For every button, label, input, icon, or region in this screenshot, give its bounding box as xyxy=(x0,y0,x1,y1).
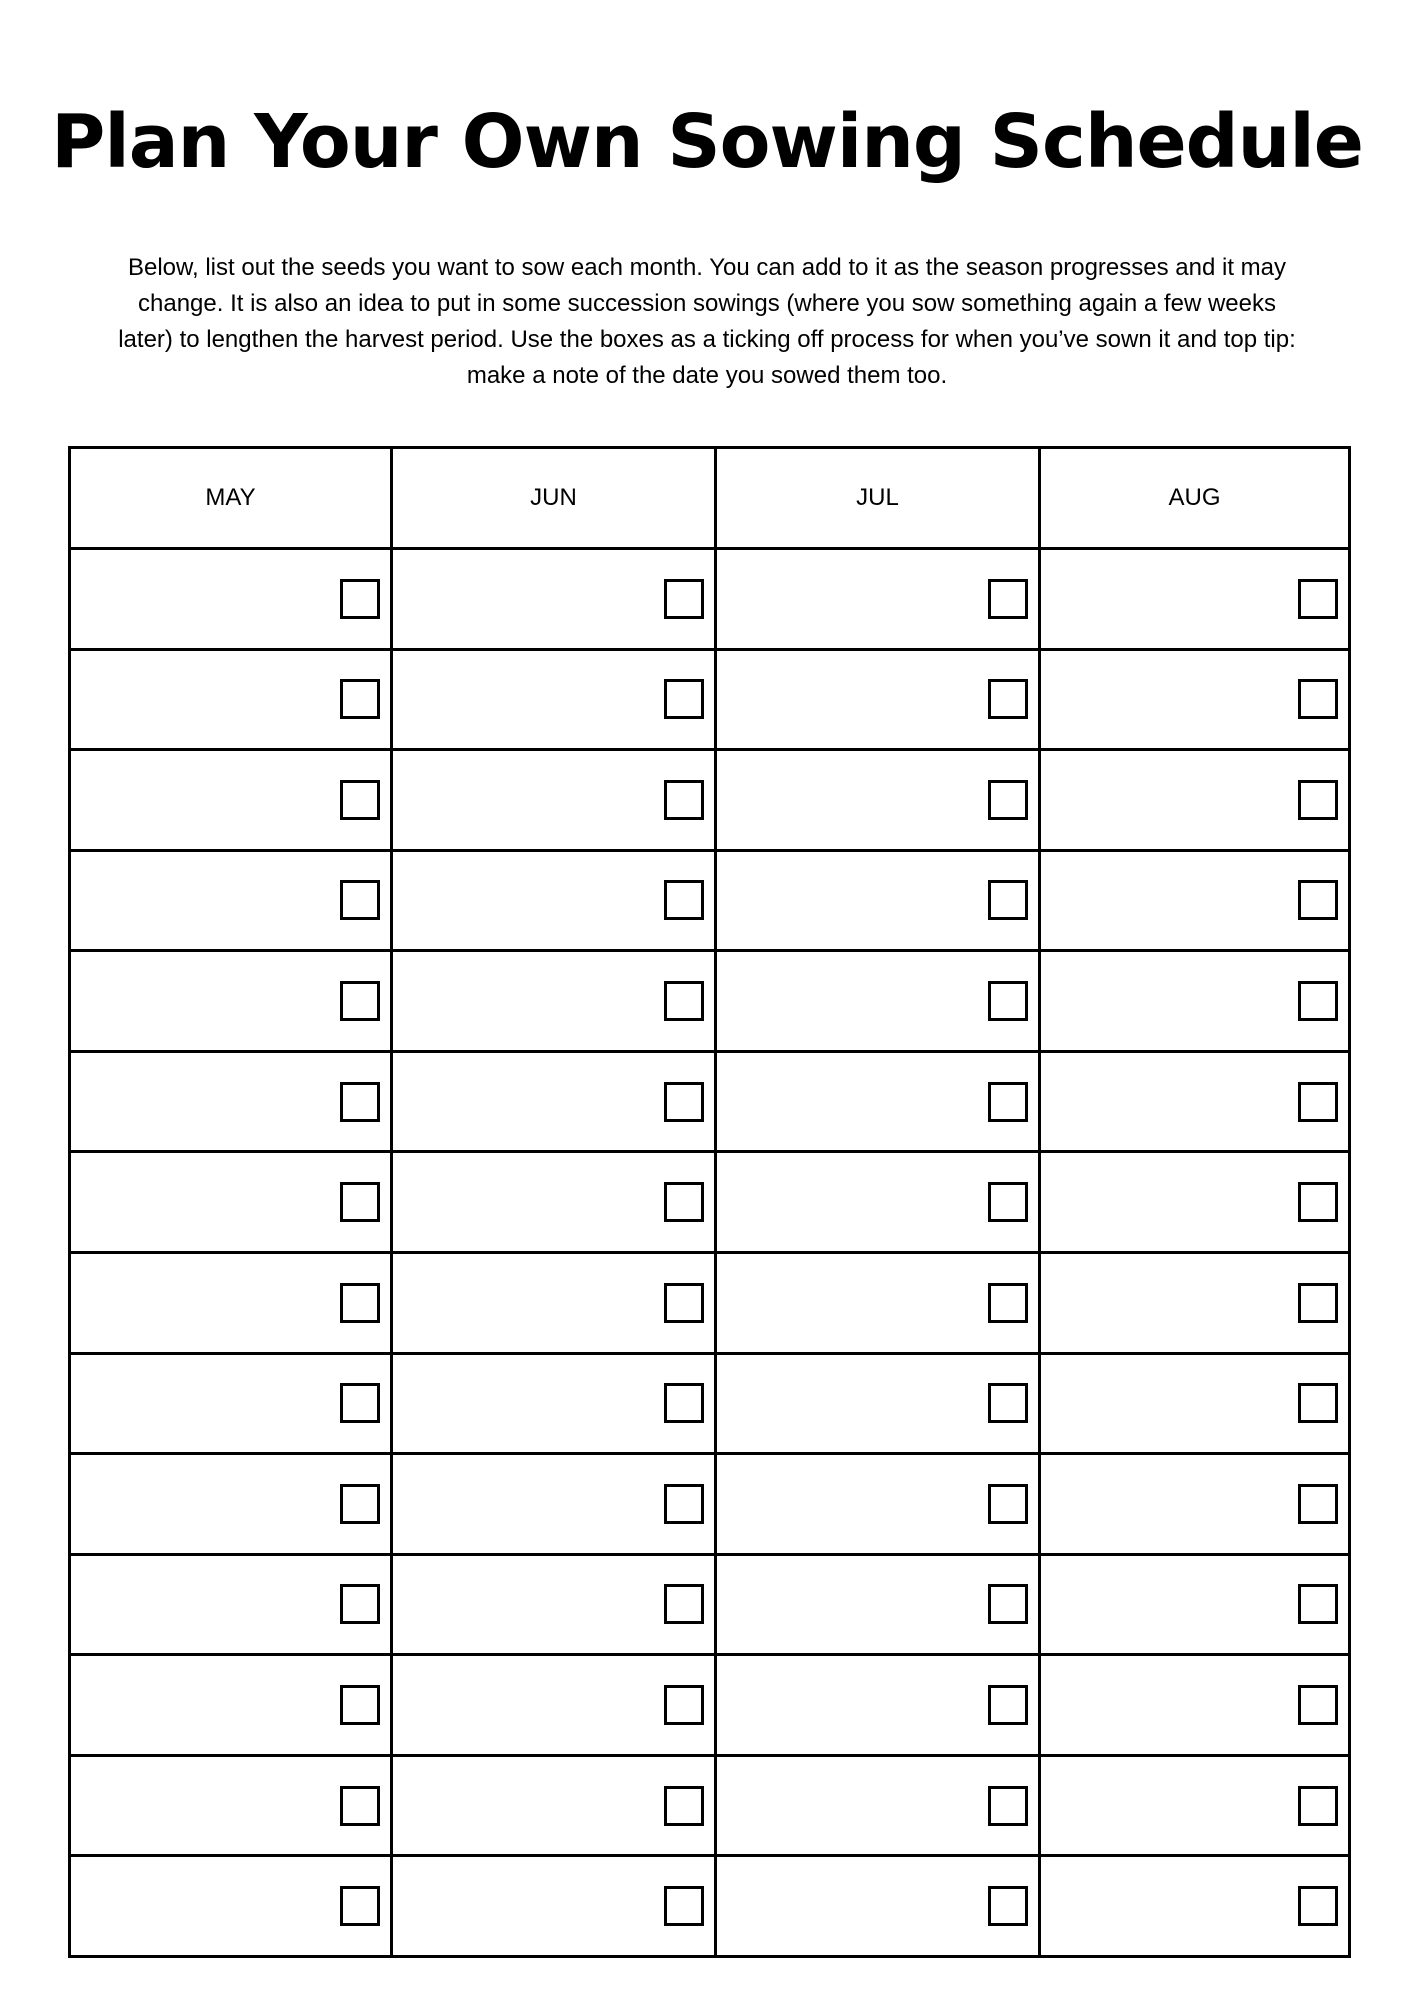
seed-entry-cell-may[interactable] xyxy=(70,951,392,1052)
schedule-row xyxy=(70,549,1350,650)
schedule-row xyxy=(70,1755,1350,1856)
seed-entry-cell-jul[interactable] xyxy=(716,750,1040,851)
sown-checkbox[interactable] xyxy=(664,679,704,719)
schedule-row xyxy=(70,951,1350,1052)
sown-checkbox[interactable] xyxy=(340,1283,380,1323)
sown-checkbox[interactable] xyxy=(988,1182,1028,1222)
sown-checkbox[interactable] xyxy=(340,1886,380,1926)
sown-checkbox[interactable] xyxy=(1298,1383,1338,1423)
seed-entry-cell-aug[interactable] xyxy=(1040,649,1350,750)
sown-checkbox[interactable] xyxy=(988,1383,1028,1423)
schedule-row xyxy=(70,1454,1350,1555)
month-header-jun: JUN xyxy=(392,448,716,549)
seed-entry-cell-jul[interactable] xyxy=(716,1353,1040,1454)
sown-checkbox[interactable] xyxy=(988,1685,1028,1725)
sown-checkbox[interactable] xyxy=(340,1584,380,1624)
sown-checkbox[interactable] xyxy=(988,1082,1028,1122)
seed-entry-cell-may[interactable] xyxy=(70,1655,392,1756)
sown-checkbox[interactable] xyxy=(988,579,1028,619)
sown-checkbox[interactable] xyxy=(1298,1886,1338,1926)
seed-entry-cell-aug[interactable] xyxy=(1040,1755,1350,1856)
sown-checkbox[interactable] xyxy=(1298,780,1338,820)
seed-entry-cell-may[interactable] xyxy=(70,1856,392,1957)
sown-checkbox[interactable] xyxy=(988,1584,1028,1624)
sown-checkbox[interactable] xyxy=(1298,880,1338,920)
seed-entry-cell-aug[interactable] xyxy=(1040,1856,1350,1957)
sown-checkbox[interactable] xyxy=(340,1685,380,1725)
seed-entry-cell-jun[interactable] xyxy=(392,1353,716,1454)
sown-checkbox[interactable] xyxy=(340,579,380,619)
seed-entry-cell-jun[interactable] xyxy=(392,649,716,750)
seed-entry-cell-may[interactable] xyxy=(70,549,392,650)
sown-checkbox[interactable] xyxy=(664,780,704,820)
seed-entry-cell-aug[interactable] xyxy=(1040,850,1350,951)
sown-checkbox[interactable] xyxy=(664,1786,704,1826)
sown-checkbox[interactable] xyxy=(664,1584,704,1624)
seed-entry-cell-jul[interactable] xyxy=(716,1755,1040,1856)
sown-checkbox[interactable] xyxy=(1298,1082,1338,1122)
seed-entry-cell-jun[interactable] xyxy=(392,549,716,650)
sown-checkbox[interactable] xyxy=(1298,1786,1338,1826)
seed-entry-cell-aug[interactable] xyxy=(1040,1353,1350,1454)
seed-entry-cell-jul[interactable] xyxy=(716,1152,1040,1253)
seed-entry-cell-jul[interactable] xyxy=(716,1655,1040,1756)
seed-entry-cell-aug[interactable] xyxy=(1040,549,1350,650)
seed-entry-cell-jul[interactable] xyxy=(716,1856,1040,1957)
seed-entry-cell-jun[interactable] xyxy=(392,1554,716,1655)
schedule-row xyxy=(70,850,1350,951)
sown-checkbox[interactable] xyxy=(664,1383,704,1423)
sown-checkbox[interactable] xyxy=(988,880,1028,920)
schedule-row xyxy=(70,649,1350,750)
seed-entry-cell-aug[interactable] xyxy=(1040,1454,1350,1555)
seed-entry-cell-jun[interactable] xyxy=(392,1051,716,1152)
seed-entry-cell-may[interactable] xyxy=(70,750,392,851)
sown-checkbox[interactable] xyxy=(664,1283,704,1323)
sown-checkbox[interactable] xyxy=(664,981,704,1021)
sown-checkbox[interactable] xyxy=(340,780,380,820)
sown-checkbox[interactable] xyxy=(988,1484,1028,1524)
schedule-row xyxy=(70,750,1350,851)
sown-checkbox[interactable] xyxy=(988,679,1028,719)
sown-checkbox[interactable] xyxy=(340,981,380,1021)
month-header-row xyxy=(70,448,1350,549)
sown-checkbox[interactable] xyxy=(664,1685,704,1725)
seed-entry-cell-jul[interactable] xyxy=(716,1554,1040,1655)
schedule-row xyxy=(70,1152,1350,1253)
schedule-row xyxy=(70,1353,1350,1454)
seed-entry-cell-may[interactable] xyxy=(70,1454,392,1555)
sown-checkbox[interactable] xyxy=(340,1182,380,1222)
sown-checkbox[interactable] xyxy=(664,1182,704,1222)
seed-entry-cell-jun[interactable] xyxy=(392,1152,716,1253)
sown-checkbox[interactable] xyxy=(1298,679,1338,719)
seed-entry-cell-may[interactable] xyxy=(70,1755,392,1856)
sown-checkbox[interactable] xyxy=(340,880,380,920)
sown-checkbox[interactable] xyxy=(664,1886,704,1926)
schedule-body xyxy=(70,549,1350,1957)
seed-entry-cell-may[interactable] xyxy=(70,1252,392,1353)
sown-checkbox[interactable] xyxy=(664,1082,704,1122)
schedule-row xyxy=(70,1252,1350,1353)
sown-checkbox[interactable] xyxy=(340,679,380,719)
seed-entry-cell-aug[interactable] xyxy=(1040,1554,1350,1655)
seed-entry-cell-may[interactable] xyxy=(70,1554,392,1655)
seed-entry-cell-aug[interactable] xyxy=(1040,1152,1350,1253)
sown-checkbox[interactable] xyxy=(1298,981,1338,1021)
sown-checkbox[interactable] xyxy=(1298,1584,1338,1624)
sown-checkbox[interactable] xyxy=(664,880,704,920)
sown-checkbox[interactable] xyxy=(1298,1283,1338,1323)
seed-entry-cell-jul[interactable] xyxy=(716,850,1040,951)
sown-checkbox[interactable] xyxy=(340,1484,380,1524)
sown-checkbox[interactable] xyxy=(1298,1685,1338,1725)
month-header-aug: AUG xyxy=(1040,448,1350,549)
seed-entry-cell-jul[interactable] xyxy=(716,951,1040,1052)
schedule-row xyxy=(70,1856,1350,1957)
seed-entry-cell-may[interactable] xyxy=(70,850,392,951)
sown-checkbox[interactable] xyxy=(340,1786,380,1826)
seed-entry-cell-jun[interactable] xyxy=(392,850,716,951)
sown-checkbox[interactable] xyxy=(988,780,1028,820)
sown-checkbox[interactable] xyxy=(1298,1484,1338,1524)
sown-checkbox[interactable] xyxy=(988,1283,1028,1323)
intro-paragraph: Below, list out the seeds you want to sow each month. You can add to it as the season progresses and it may change. It is also an idea to put in some succession sowings (where you sow something again a few weeks later) to lengthen the harvest period. Use the boxes as a ticking off process for when you’ve sown it and top tip: make a note of the date you sowed them too. xyxy=(118,254,1296,389)
seed-entry-cell-aug[interactable] xyxy=(1040,1655,1350,1756)
seed-entry-cell-may[interactable] xyxy=(70,1353,392,1454)
seed-entry-cell-jul[interactable] xyxy=(716,549,1040,650)
seed-entry-cell-jun[interactable] xyxy=(392,1655,716,1756)
month-header-may: MAY xyxy=(70,448,392,549)
schedule-row xyxy=(70,1655,1350,1756)
seed-entry-cell-jun[interactable] xyxy=(392,1755,716,1856)
seed-entry-cell-jun[interactable] xyxy=(392,1252,716,1353)
sown-checkbox[interactable] xyxy=(988,1886,1028,1926)
seed-entry-cell-aug[interactable] xyxy=(1040,1252,1350,1353)
sown-checkbox[interactable] xyxy=(664,1484,704,1524)
schedule-row xyxy=(70,1554,1350,1655)
sown-checkbox[interactable] xyxy=(340,1383,380,1423)
seed-entry-cell-may[interactable] xyxy=(70,1152,392,1253)
sown-checkbox[interactable] xyxy=(988,1786,1028,1826)
schedule-row xyxy=(70,1051,1350,1152)
seed-entry-cell-jul[interactable] xyxy=(716,1454,1040,1555)
seed-entry-cell-may[interactable] xyxy=(70,1051,392,1152)
seed-entry-cell-may[interactable] xyxy=(70,649,392,750)
seed-entry-cell-jun[interactable] xyxy=(392,750,716,851)
seed-entry-cell-aug[interactable] xyxy=(1040,1051,1350,1152)
seed-entry-cell-jun[interactable] xyxy=(392,951,716,1052)
sown-checkbox[interactable] xyxy=(1298,1182,1338,1222)
sown-checkbox[interactable] xyxy=(988,981,1028,1021)
month-header-jul: JUL xyxy=(716,448,1040,549)
seed-entry-cell-aug[interactable] xyxy=(1040,951,1350,1052)
sown-checkbox[interactable] xyxy=(340,1082,380,1122)
sowing-schedule-table xyxy=(68,446,1351,1958)
seed-entry-cell-jul[interactable] xyxy=(716,649,1040,750)
sown-checkbox[interactable] xyxy=(1298,579,1338,619)
seed-entry-cell-jul[interactable] xyxy=(716,1252,1040,1353)
sown-checkbox[interactable] xyxy=(664,579,704,619)
seed-entry-cell-jul[interactable] xyxy=(716,1051,1040,1152)
seed-entry-cell-aug[interactable] xyxy=(1040,750,1350,851)
seed-entry-cell-jun[interactable] xyxy=(392,1454,716,1555)
page-title: Plan Your Own Sowing Schedule xyxy=(51,99,1363,185)
seed-entry-cell-jun[interactable] xyxy=(392,1856,716,1957)
